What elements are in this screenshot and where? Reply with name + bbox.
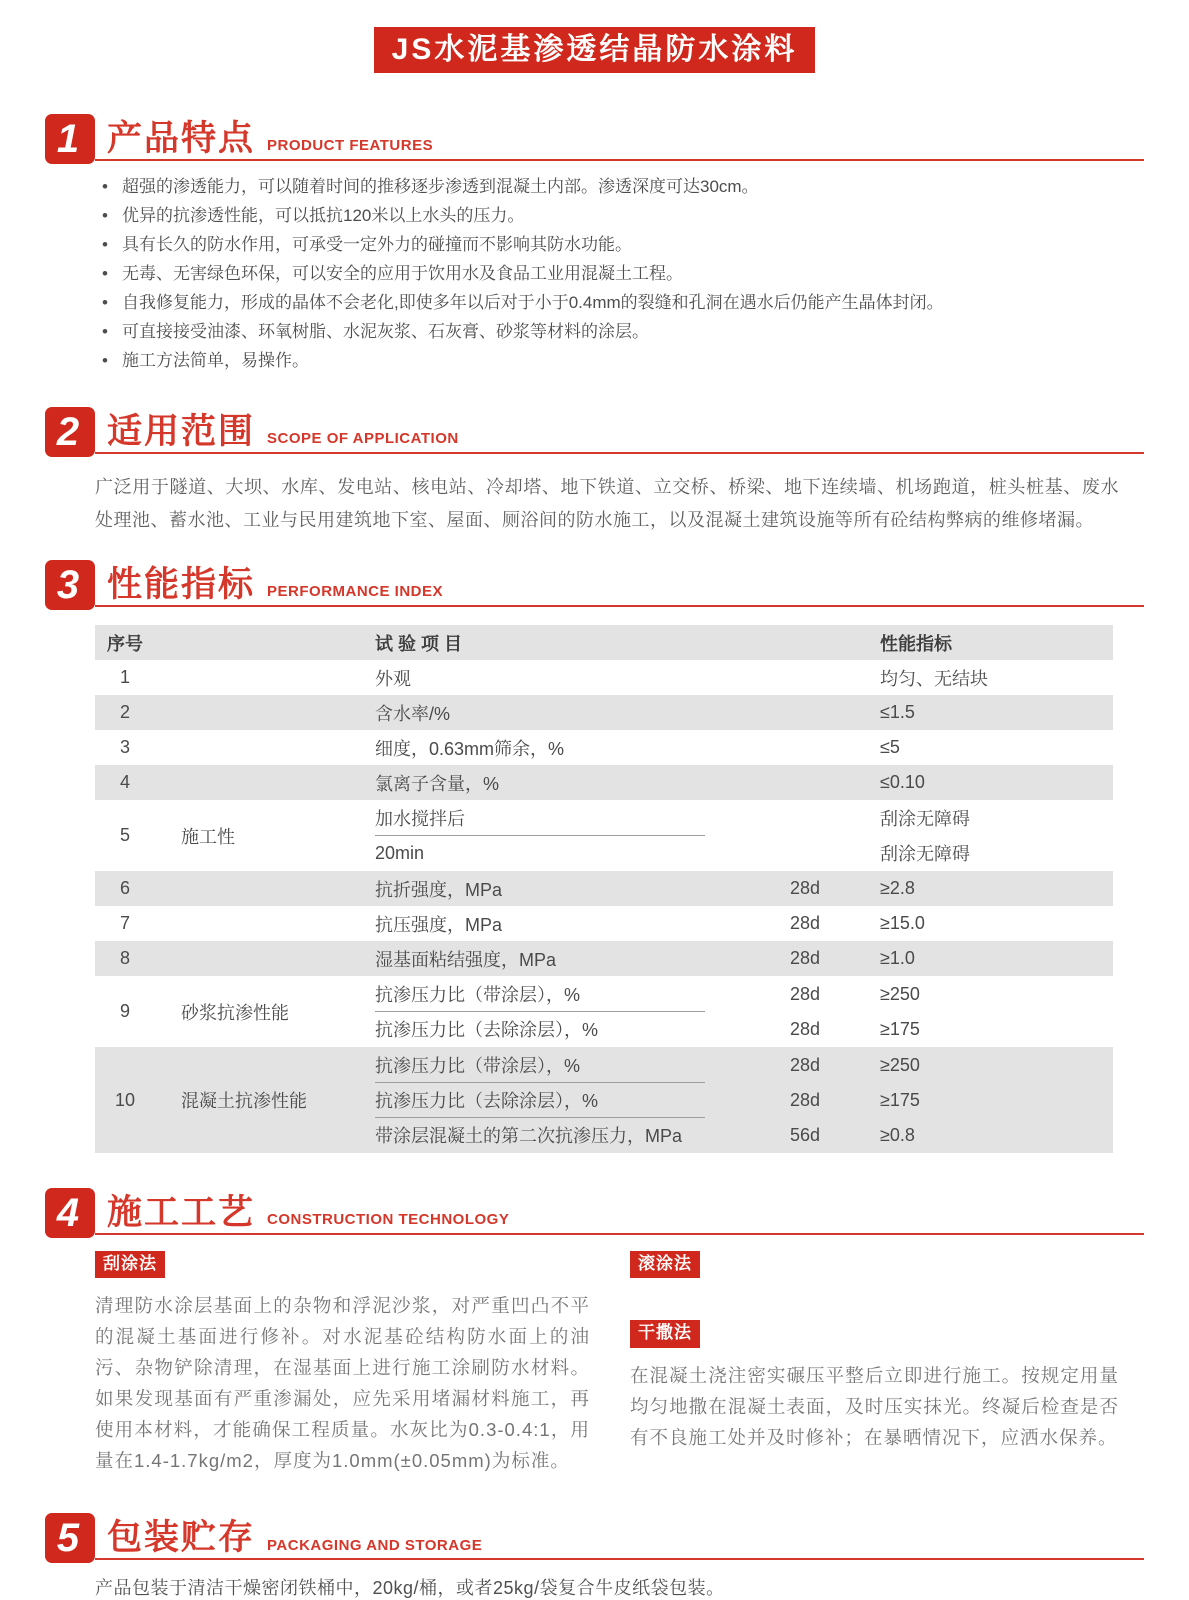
- right-methods-block: [630, 1251, 1119, 1476]
- cell-test: 抗渗压力比（带涂层），%: [375, 1056, 581, 1076]
- feature-item: • 具有长久的防水作用，可承受一定外力的碰撞而不影响其防水功能。: [100, 235, 1144, 254]
- cell-value: ≥250: [880, 983, 920, 1004]
- scrape-method-block: [95, 1251, 590, 1476]
- dry-method-block: [630, 1320, 1119, 1452]
- cell-no: 3: [119, 737, 130, 757]
- feature-item: • 可直接接受油漆、环氧树脂、水泥灰浆、石灰膏、砂浆等材料的涂层。: [100, 322, 1144, 341]
- cell-test: 抗渗压力比（带涂层），%: [375, 985, 581, 1005]
- cell-test: 细度，0.63mm筛余，%: [375, 738, 565, 759]
- header-test: 试 验 项 目: [375, 633, 463, 654]
- cell-age: 56d: [790, 1124, 821, 1145]
- section-title: 适用范围: [107, 412, 256, 451]
- section-subtitle: CONSTRUCTION TECHNOLOGY: [267, 1211, 510, 1229]
- section-subtitle: PERFORMANCE INDEX: [267, 583, 444, 601]
- section-header-construction: [45, 1185, 1144, 1235]
- cell-age: 28d: [790, 878, 821, 898]
- cell-value: ≥175: [880, 1089, 920, 1110]
- table-row: [95, 871, 1113, 906]
- cell-value: ≥2.8: [880, 878, 915, 898]
- feature-item: • 自我修复能力，形成的晶体不会老化,即使多年以后对于小于0.4mm的裂缝和孔洞在遇水后仍能产生晶体封闭。: [100, 293, 1144, 312]
- packaging-paragraph: 产品包装于清洁干燥密闭铁桶中，20kg/桶，或者25kg/袋复合牛皮纸袋包装。: [95, 1578, 725, 1599]
- cell-value: ≥250: [880, 1054, 920, 1075]
- section-number: 4: [45, 1188, 95, 1238]
- cell-group: 混凝土抗渗性能: [181, 1091, 307, 1111]
- table-row: [95, 660, 1113, 695]
- sub-row-divider: [375, 1082, 705, 1083]
- cell-age: 28d: [790, 1054, 821, 1075]
- feature-item: • 无毒、无害绿色环保，可以安全的应用于饮用水及食品工业用混凝土工程。: [100, 264, 1144, 283]
- cell-test: 抗渗压力比（去除涂层），%: [375, 1091, 599, 1111]
- cell-test: 含水率/%: [375, 703, 451, 724]
- performance-table: [95, 625, 1113, 1153]
- table-row: [95, 800, 1113, 871]
- section-title: 包装贮存: [107, 1518, 256, 1558]
- feature-list: [100, 177, 1144, 370]
- cell-age: 28d: [790, 983, 821, 1004]
- cell-no: 1: [119, 667, 130, 687]
- cell-age: 28d: [790, 1089, 821, 1110]
- header-no: 序号: [107, 633, 143, 654]
- section-header-performance: [45, 557, 1144, 607]
- cell-no: 2: [119, 702, 130, 722]
- section-subtitle: SCOPE OF APPLICATION: [267, 430, 459, 448]
- cell-test: 抗折强度，MPa: [375, 879, 503, 900]
- cell-value: ≥1.0: [880, 948, 915, 968]
- cell-value: ≤5: [880, 737, 900, 757]
- cell-age: 28d: [790, 948, 821, 968]
- table-row: [95, 976, 1113, 1047]
- table-row: [95, 695, 1113, 730]
- cell-value: ≤1.5: [880, 702, 915, 722]
- cell-no: 7: [119, 913, 130, 933]
- cell-no: 5: [119, 825, 130, 845]
- feature-item: • 超强的渗透能力，可以随着时间的推移逐步渗透到混凝土内部。渗透深度可达30cm。: [100, 177, 1144, 196]
- construction-columns: [95, 1251, 1119, 1476]
- section-title-wrap: [95, 121, 1144, 161]
- method-badge-scrape: 刮涂法: [95, 1251, 165, 1278]
- section-header-packaging: [45, 1510, 1144, 1560]
- cell-test: 湿基面粘结强度，MPa: [375, 949, 557, 970]
- table-row: [95, 1047, 1113, 1153]
- header-value: 性能指标: [880, 633, 952, 654]
- section-title: 施工工艺: [107, 1193, 256, 1232]
- cell-value: ≥15.0: [880, 913, 925, 933]
- table-row: [95, 906, 1113, 941]
- cell-value: 均匀、无结块: [880, 668, 988, 689]
- cell-value: 刮涂无障碍: [880, 809, 970, 829]
- cell-test: 抗渗压力比（去除涂层），%: [375, 1020, 599, 1040]
- cell-no: 6: [119, 878, 130, 898]
- sub-row-divider: [375, 835, 705, 836]
- table-row: [95, 765, 1113, 800]
- table-row: [95, 730, 1113, 765]
- cell-test: 抗压强度，MPa: [375, 914, 503, 935]
- cell-test: 氯离子含量，%: [375, 773, 500, 794]
- cell-no: 8: [119, 948, 130, 968]
- cell-value: ≥0.8: [880, 1124, 915, 1145]
- section-header-features: [45, 111, 1144, 161]
- feature-item: • 优异的抗渗透性能，可以抵抗120米以上水头的压力。: [100, 206, 1144, 225]
- section-title: 性能指标: [107, 565, 256, 604]
- section-header-scope: [45, 404, 1144, 454]
- cell-value: ≥175: [880, 1018, 920, 1039]
- section-subtitle: PACKAGING AND STORAGE: [267, 1536, 483, 1554]
- cell-value: 刮涂无障碍: [880, 844, 970, 864]
- cell-value: ≤0.10: [880, 772, 925, 792]
- cell-group: 砂浆抗渗性能: [181, 1002, 289, 1023]
- sub-row-divider: [375, 1011, 705, 1012]
- section-number: 1: [45, 114, 95, 164]
- method-badge-dry: 干撒法: [630, 1320, 700, 1347]
- cell-no: 9: [119, 1001, 130, 1021]
- cell-test: 外观: [375, 668, 411, 689]
- section-title-wrap: [95, 567, 1144, 607]
- section-title-wrap: [95, 1195, 1144, 1235]
- table-header-row: [95, 625, 1113, 660]
- cell-no: 10: [114, 1089, 136, 1110]
- section-title-wrap: [95, 414, 1144, 454]
- section-title-wrap: [95, 1520, 1144, 1560]
- cell-test: 带涂层混凝土的第二次抗渗压力，MPa: [375, 1126, 683, 1146]
- cell-age: 28d: [790, 1018, 821, 1039]
- cell-age: 28d: [790, 913, 821, 933]
- scrape-method-text: 清理防水涂层基面上的杂物和浮泥沙浆，对严重凹凸不平的混凝土基面进行修补。对水泥基砼结构防水面上的油污、杂物铲除清理，在湿基面上进行施工涂刷防水材料。如果发现基面有严重渗漏处，应先采用堵漏材料施工，再使用本材料，才能确保工程质量。水灰比为0.3-0.4:1，用量在1.4-1.7kg/m2，厚度为1.0mm(±0.05mm)为标准。: [95, 1295, 590, 1472]
- feature-item: • 施工方法简单，易操作。: [100, 351, 1144, 370]
- sub-row-divider: [375, 1117, 705, 1118]
- cell-test: 20min: [375, 842, 425, 863]
- product-title: JS水泥基渗透结晶防水涂料: [374, 27, 816, 73]
- section-number: 2: [45, 407, 95, 457]
- section-number: 5: [45, 1513, 95, 1563]
- cell-no: 4: [119, 772, 130, 792]
- banner-wrap: [0, 0, 1189, 73]
- section-title: 产品特点: [107, 119, 256, 158]
- roll-method-block: [630, 1251, 1119, 1278]
- method-badge-roll: 滚涂法: [630, 1251, 700, 1278]
- section-number: 3: [45, 560, 95, 610]
- scope-paragraph: 广泛用于隧道、大坝、水库、发电站、核电站、冷却塔、地下铁道、立交桥、桥梁、地下连续墙、机场跑道，桩头桩基、废水处理池、蓄水池、工业与民用建筑地下室、屋面、厕浴间的防水施工，以及混凝土建筑设施等所有砼结构弊病的维修堵漏。: [95, 477, 1119, 530]
- cell-test: 加水搅拌后: [375, 809, 465, 829]
- cell-group: 施工性: [181, 826, 235, 847]
- section-subtitle: PRODUCT FEATURES: [267, 137, 434, 155]
- table-row: [95, 941, 1113, 976]
- dry-method-text: 在混凝土浇注密实碾压平整后立即进行施工。按规定用量均匀地撒在混凝土表面，及时压实抹光。终凝后检查是否有不良施工处并及时修补；在暴晒情况下，应洒水保养。: [630, 1364, 1119, 1448]
